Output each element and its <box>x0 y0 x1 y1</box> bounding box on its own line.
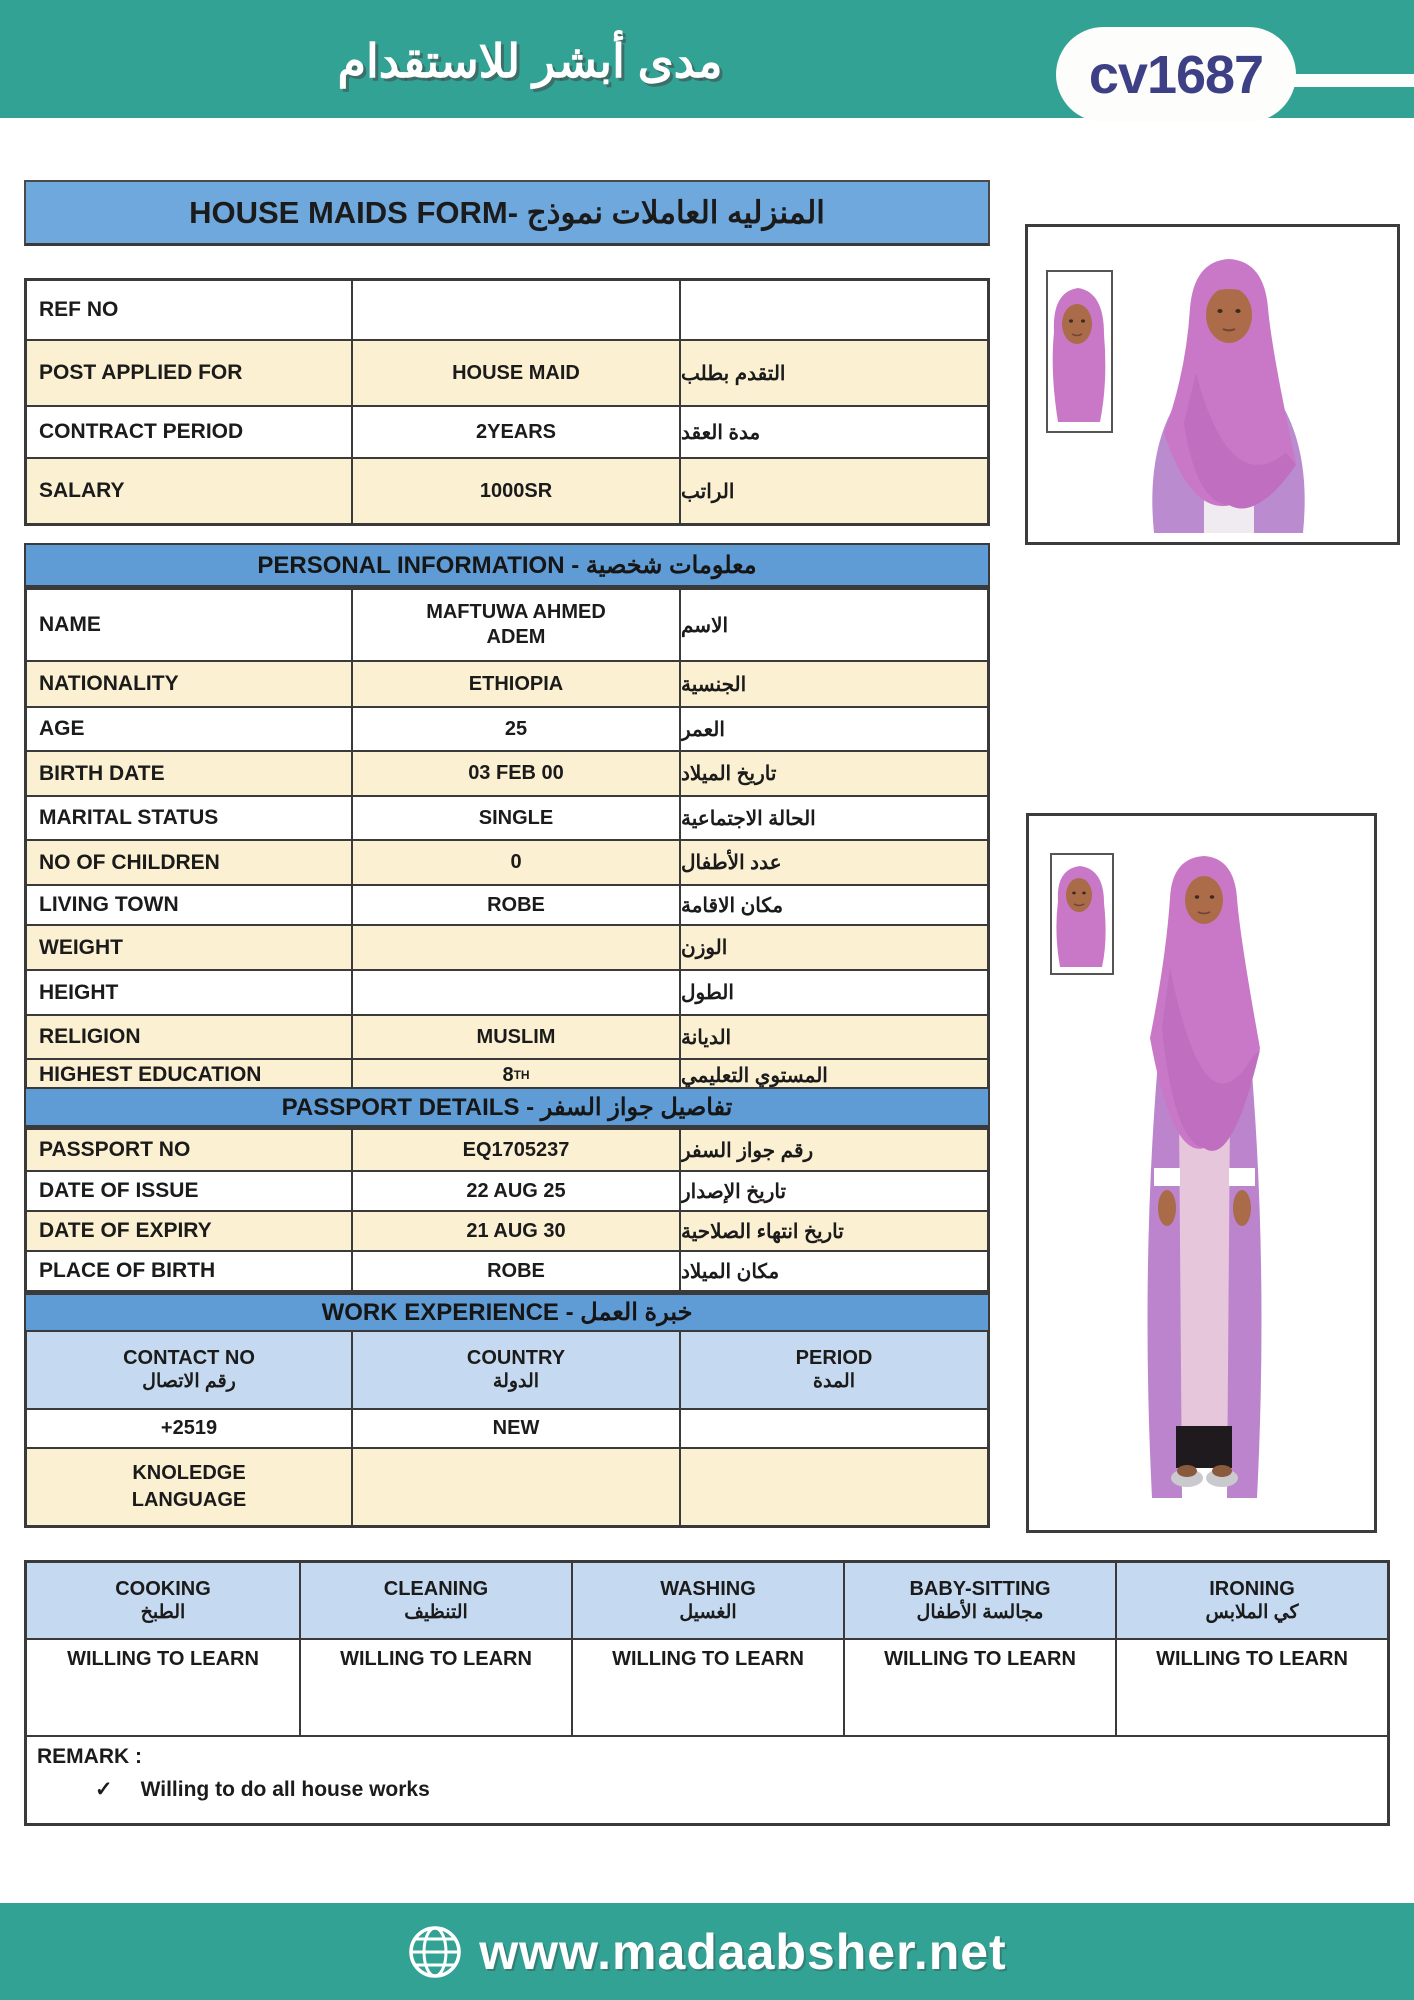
column-header: COUNTRY الدولة <box>351 1332 679 1408</box>
row-value <box>351 971 679 1014</box>
row-value: ETHIOPIA <box>351 662 679 706</box>
row-label-ar: الديانة <box>679 1016 987 1058</box>
row-label-ar: العمر <box>679 708 987 750</box>
row-label-ar <box>679 281 987 339</box>
skill-header-cooking: COOKING الطبخ <box>115 1577 211 1623</box>
table-row <box>27 706 987 750</box>
applicant-photo-half-body <box>1136 253 1321 533</box>
row-value: MAFTUWA AHMED ADEM <box>351 590 679 660</box>
row-label-ar: مكان الميلاد <box>679 1252 987 1290</box>
table-row <box>27 884 987 924</box>
form-title: HOUSE MAIDS FORM- المنزليه العاملات نموذج <box>24 180 990 246</box>
table-row <box>27 1170 987 1210</box>
row-value: 22 AUG 25 <box>351 1172 679 1210</box>
row-label: PASSPORT NO <box>39 1138 191 1161</box>
row-label-ar: تاريخ انتهاء الصلاحية <box>679 1212 987 1250</box>
skill-header-ironing: IRONING كي الملابس <box>1115 1563 1387 1638</box>
row-value: 8 TH <box>351 1060 679 1090</box>
row-value: HOUSE MAID <box>351 341 679 405</box>
row-label: DATE OF ISSUE <box>39 1179 199 1202</box>
table-row <box>27 1130 987 1170</box>
row-label-ar: تاريخ الميلاد <box>679 752 987 795</box>
skill-value: WILLING TO LEARN <box>299 1640 571 1735</box>
row-label: NAME <box>39 613 101 636</box>
passport-details-table <box>24 1127 990 1293</box>
row-label-ar: تاريخ الإصدار <box>679 1172 987 1210</box>
personal-information-table <box>24 587 990 1093</box>
table-row <box>27 795 987 839</box>
skill-value: WILLING TO LEARN <box>67 1648 259 1670</box>
cv-number: cv1687 <box>1088 44 1264 105</box>
skill-header-cleaning: CLEANING التنظيف <box>299 1563 571 1638</box>
remark-label: REMARK : <box>37 1745 142 1768</box>
personal-information-header: PERSONAL INFORMATION - معلومات شخصية <box>24 543 990 587</box>
table-row <box>27 1210 987 1250</box>
row-label-ar: رقم جواز السفر <box>679 1130 987 1170</box>
country-value: NEW <box>351 1410 679 1447</box>
table-row <box>27 1250 987 1290</box>
country-value <box>351 1449 679 1525</box>
row-label: RELIGION <box>39 1025 141 1048</box>
column-header: PERIOD المدة <box>679 1332 987 1408</box>
row-value: ROBE <box>351 886 679 924</box>
row-label: LIVING TOWN <box>39 893 179 916</box>
skills-values-row <box>27 1638 1387 1735</box>
passport-photo-headshot <box>1048 272 1111 431</box>
skill-value: WILLING TO LEARN <box>571 1640 843 1735</box>
row-value: EQ1705237 <box>351 1130 679 1170</box>
row-label: BIRTH DATE <box>39 761 165 785</box>
row-value: 2YEARS <box>351 407 679 457</box>
row-label-ar: الطول <box>679 971 987 1014</box>
table-row <box>27 839 987 884</box>
row-value: 1000SR <box>351 459 679 523</box>
period-value <box>679 1449 987 1525</box>
work-experience-header: WORK EXPERIENCE - خبرة العمل <box>24 1293 990 1332</box>
remark-item: ✓ Willing to do all house works <box>95 1778 430 1801</box>
skills-table <box>24 1560 1390 1826</box>
work-header-row <box>27 1332 987 1408</box>
skills-header-row <box>27 1563 1387 1638</box>
row-label: AGE <box>39 717 85 740</box>
row-value <box>351 281 679 339</box>
row-label-ar: التقدم بطلب <box>679 341 987 405</box>
row-value: SINGLE <box>351 797 679 839</box>
table-row <box>27 457 987 523</box>
passport-photo-headshot <box>1052 855 1112 973</box>
row-label: WEIGHT <box>39 935 123 959</box>
row-value: 21 AUG 30 <box>351 1212 679 1250</box>
row-label: HIGHEST EDUCATION <box>39 1063 262 1086</box>
row-label: REF NO <box>39 298 119 321</box>
row-label-ar: عدد الأطفال <box>679 841 987 884</box>
badge-connector-line <box>1290 74 1414 87</box>
row-label-ar: الحالة الاجتماعية <box>679 797 987 839</box>
row-value: 03 FEB 00 <box>351 752 679 795</box>
row-label-ar: الاسم <box>679 590 987 660</box>
row-value <box>351 926 679 969</box>
footer-banner <box>0 1903 1414 2000</box>
checkmark-icon: ✓ <box>95 1778 113 1801</box>
row-value: 25 <box>351 708 679 750</box>
applicant-photo-box-lower <box>1026 813 1377 1533</box>
work-data-row <box>27 1447 987 1525</box>
skill-value: WILLING TO LEARN <box>843 1640 1115 1735</box>
table-row <box>27 281 987 339</box>
row-label-ar: مدة العقد <box>679 407 987 457</box>
table-row <box>27 339 987 405</box>
table-row <box>27 1014 987 1058</box>
row-label: MARITAL STATUS <box>39 806 219 829</box>
row-label-ar: الجنسية <box>679 662 987 706</box>
row-value: MUSLIM <box>351 1016 679 1058</box>
applicant-photo-box-upper <box>1025 224 1400 545</box>
row-label: HEIGHT <box>39 980 119 1004</box>
remark-section <box>27 1735 1387 1823</box>
top-info-table <box>24 278 990 526</box>
passport-photo-thumbnail <box>1046 270 1113 433</box>
row-label: DATE OF EXPIRY <box>39 1219 212 1242</box>
row-label-ar: المستوي التعليمي <box>679 1060 987 1090</box>
row-label-ar: الراتب <box>679 459 987 523</box>
period-value <box>679 1410 987 1447</box>
website-url: www.madaabsher.net <box>479 1923 1007 1980</box>
row-label: CONTRACT PERIOD <box>39 420 244 443</box>
row-value: 0 <box>351 841 679 884</box>
table-row <box>27 590 987 660</box>
row-label: POST APPLIED FOR <box>39 361 243 384</box>
table-row <box>27 405 987 457</box>
table-row <box>27 1058 987 1090</box>
passport-details-header: PASSPORT DETAILS - تفاصيل جواز السفر <box>24 1087 990 1127</box>
table-row <box>27 924 987 969</box>
row-label-ar: الوزن <box>679 926 987 969</box>
cv-number-badge <box>1056 27 1296 122</box>
skill-header-babysitting: BABY-SITTING مجالسة الأطفال <box>843 1563 1115 1638</box>
passport-photo-thumbnail <box>1050 853 1114 975</box>
globe-icon <box>407 1924 463 1980</box>
row-label: NATIONALITY <box>39 672 179 695</box>
applicant-photo-full-body <box>1112 838 1297 1513</box>
row-label: PLACE OF BIRTH <box>39 1259 216 1282</box>
knowledge-language-cell: KNOLEDGE LANGUAGE <box>131 1462 247 1511</box>
row-label: SALARY <box>39 479 125 502</box>
work-data-row <box>27 1408 987 1447</box>
contact-no-value: +2519 <box>160 1417 218 1439</box>
table-row <box>27 969 987 1014</box>
top-banner <box>0 0 1414 118</box>
row-value: ROBE <box>351 1252 679 1290</box>
row-label-ar: مكان الاقامة <box>679 886 987 924</box>
table-row <box>27 750 987 795</box>
row-label: NO OF CHILDREN <box>39 850 220 874</box>
skill-value: WILLING TO LEARN <box>1115 1640 1387 1735</box>
agency-title-arabic: مدى أبشر للاستقدام <box>337 35 723 87</box>
column-header: CONTACT NO رقم الاتصال <box>123 1347 255 1392</box>
table-row <box>27 660 987 706</box>
skill-header-washing: WASHING الغسيل <box>571 1563 843 1638</box>
work-experience-table <box>24 1332 990 1528</box>
